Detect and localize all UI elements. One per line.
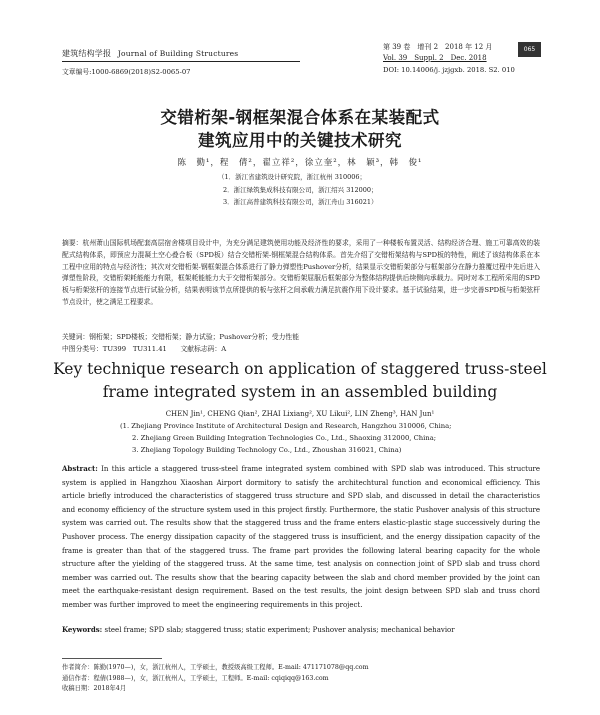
- affiliation-en-3: 3. Zhejiang Topology Building Technology Co., Ltd., Zhoushan 316021, China): [132, 445, 402, 454]
- affiliation-cn-1: （1．浙江省建筑设计研究院，浙江杭州 310006；: [218, 173, 367, 181]
- title-en-line-1: Key technique research on application of staggered truss-steel: [53, 360, 547, 378]
- footnotes: [62, 663, 369, 695]
- header-rule: [62, 61, 300, 62]
- volume-cn: 第 39 卷 增刊 2 2018 年 12 月: [383, 43, 493, 51]
- keywords-cn: 关键词：钢桁架；SPD楼板；交错桁架；静力试验；Pushover分析；受力性能: [62, 333, 300, 341]
- doi: DOI: 10.14006/j. jzjgxb. 2018. S2. 010: [383, 66, 515, 74]
- volume-info: [383, 42, 492, 63]
- affiliation-cn-3: 3．浙江高普建筑科技有限公司，浙江舟山 316021）: [223, 198, 378, 206]
- title-cn-line-2: 建筑应用中的关键技术研究: [198, 131, 402, 150]
- abstract-cn: 摘要：杭州萧山国际机场配套高层宿舍楼项目设计中，为充分满足建筑使用功能及经济性的要求，采用了一种楼板布置灵活、结构经济合理、施工可靠高效的装配式结构体系，即预应力混凝土空心叠合板（SPD板）结合交错桁架-钢框架混合结构体系。首先介绍了交错桁架结构与SPD板的特性，阐述了该结构体系在本工程中应用的特点与经济性；其次对交错桁架-钢框架混合体系进行了静力弹塑性Pushover分析，结果显示交错桁架部分与框架部分在静力推覆过程中先后进入弹塑性阶段，交错桁架耗能能力有限，框架耗能能力大于交错桁架部分。交错桁架屈服后框架部分为整体结构提供后续侧向承载力。同时对本工程所采用的SPD板与桁架弦杆的连接节点进行试验分析，结果表明该节点所提供的板与弦杆之间承载力满足抗震作用下设计要求。基于试验结果，进一步完善SPD板与桁架弦杆节点设计，使之满足工程要求。: [62, 239, 540, 306]
- affiliations-en: [120, 421, 451, 456]
- authors-cn: 陈 勤¹，程 倩²，翟立祥²，徐立奎²，林 颖³，韩 俊¹: [177, 158, 423, 168]
- title-en: [0, 358, 600, 404]
- journal-name: [62, 48, 238, 59]
- keywords-en-body: steel frame; SPD slab; staggered truss; static experiment; Pushover analysis; mechanical behavior: [104, 626, 455, 634]
- keywords-en-label: Keywords:: [62, 625, 103, 634]
- footnote-rule: [62, 658, 162, 659]
- abstract-en: [62, 462, 540, 613]
- affiliation-cn-2: 2．浙江绿筑集成科技有限公司，浙江绍兴 312000；: [223, 185, 378, 194]
- affiliation-en-2: 2. Zhejiang Green Building Integration Technologies Co., Ltd., Shaoxing 312000, China;: [132, 433, 437, 442]
- title-en-line-2: frame integrated system in an assembled building: [102, 383, 498, 401]
- journal-name-cn: 建筑结构学报: [62, 49, 112, 58]
- classification-cn: 中图分类号：TU399 TU311.41 文献标志码：A: [62, 345, 227, 353]
- affiliations-cn: [218, 171, 378, 209]
- footnote-author: 作者简介：陈勤(1970—)，女，浙江杭州人，工学硕士，教授级高级工程师。E-mail: 471171078@qq.com: [62, 664, 369, 671]
- title-cn: [0, 106, 600, 152]
- abstract-en-body: In this article a staggered truss-steel frame integrated system combined with SPD slab was introduced. This structure system is applied in Hangzhou Xiaoshan Airport dormitory to satisfy the architechtural function and economical efficiency. This article briefly introduced the characteristics of staggered truss structure and SPD slab, and discussed in detail the characteristics and economy efficiency of the structure system used in this project firstly. Furthermore, the static Pushover analysis of this structure system was carried out. The results show that the staggered truss and the frame enters elastic-plastic stage successively during the Pushover process. The energy dissipation capacity of the staggered truss is insufficient, and the energy dissipation capacity of the frame is greater than that of the staggered truss. The frame part provides the following lateral bearing capacity for the whole structure after the yielding of the staggered truss. At the same time, test analysis on connection joint of SPD slab and truss chord member was carried out. The results show that the bearing capacity between the slab and chord member provided by the joint can meet the earthquake-resistant design requirement. Based on the test results, the joint design between SPD slab and truss chord member was further improved to meet the engineering requirements in this project.: [62, 465, 540, 609]
- title-cn-line-1: 交错桁架-钢框架混合体系在某装配式: [160, 108, 440, 127]
- article-number: 文章编号:1000-6869(2018)S2-0065-07: [62, 68, 191, 76]
- affiliation-en-1: (1. Zhejiang Province Institute of Architectural Design and Research, Hangzhou 310006, China;: [120, 422, 452, 430]
- journal-name-en: Journal of Building Structures: [117, 49, 239, 58]
- page-number-badge: 065: [518, 42, 541, 57]
- authors-en: CHEN Jin¹, CHENG Qian², ZHAI Lixiang², XU Likui², LIN Zheng³, HAN Jun¹: [165, 410, 435, 418]
- abstract-en-label: Abstract:: [62, 464, 98, 473]
- footnote-received: 收稿日期：2018年4月: [62, 685, 127, 692]
- keywords-en: [62, 625, 455, 634]
- volume-en: Vol. 39 Suppl. 2 Dec. 2018: [383, 53, 487, 62]
- footnote-corresponding: 通信作者：程倩(1988—)，女，浙江杭州人，工学硕士，工程师。E-mail: cqiqiqq@163.com: [62, 674, 329, 682]
